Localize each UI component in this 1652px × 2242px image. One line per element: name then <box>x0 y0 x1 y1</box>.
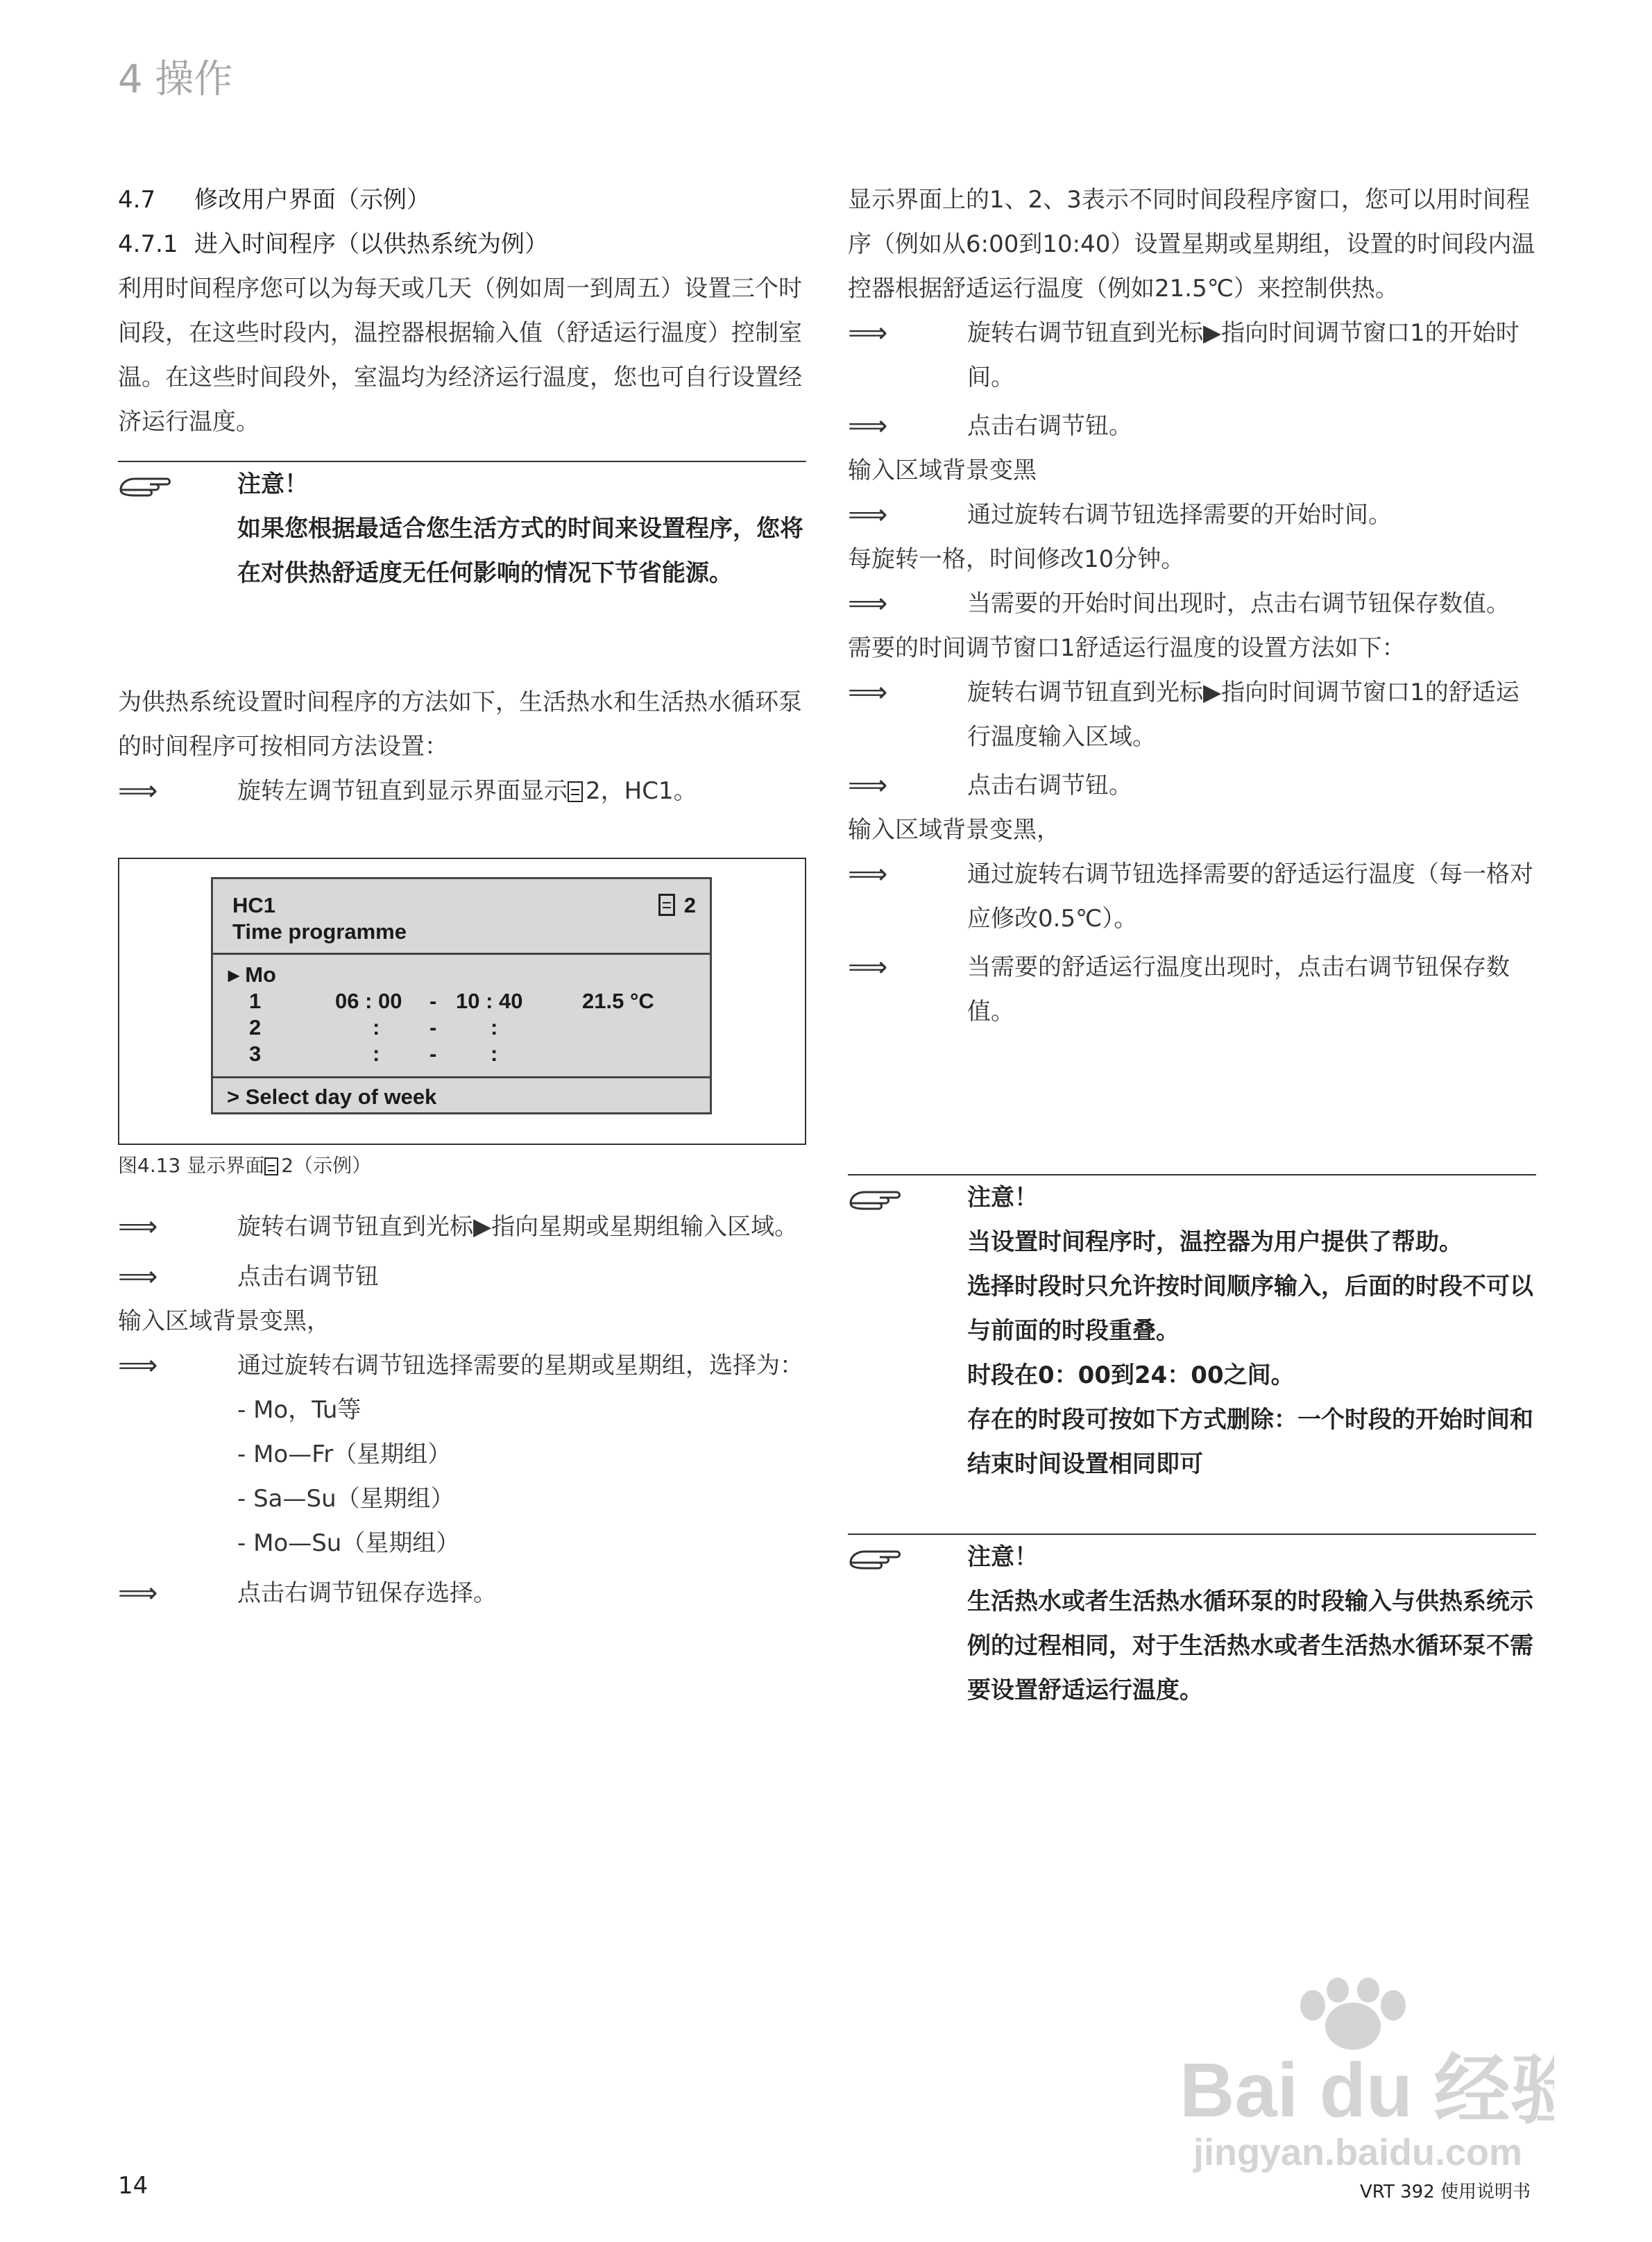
step-row <box>848 493 1536 537</box>
step-arrow-icon: ⟹ <box>848 951 888 983</box>
document-title: VRT 392 使用说明书 <box>1360 2182 1531 2202</box>
step-row <box>118 1343 806 1388</box>
pointing-hand-icon <box>848 1535 967 1713</box>
note-line: 时段在0：00到24：00之间。 <box>967 1361 1295 1389</box>
lcd-row-end: 10 : 40 <box>456 989 523 1013</box>
step-row <box>848 404 1536 448</box>
lcd-screen-number <box>658 893 696 918</box>
caption-text-suffix: 2（示例） <box>281 1154 372 1177</box>
section-title: 修改用户界面（示例） <box>194 186 430 214</box>
chapter-header: 4 操作 <box>118 57 233 102</box>
step-arrow-icon: ⟹ <box>118 775 158 807</box>
step-row <box>848 852 1536 941</box>
step-row <box>848 581 1536 626</box>
option-item: - Mo—Fr（星期组） <box>237 1441 452 1468</box>
right-column <box>848 178 1536 1034</box>
info-line: 输入区域背景变黑， <box>118 1307 330 1335</box>
step-text: 旋转右调节钮直到光标▶指向星期或星期组输入区域。 <box>237 1213 799 1241</box>
step-row <box>118 1255 806 1299</box>
lcd-row-start: 06 : 00 <box>335 989 402 1013</box>
option-item: - Mo—Su（星期组） <box>237 1529 460 1557</box>
pointing-hand-icon <box>118 462 237 595</box>
option-item: - Mo，Tu等 <box>237 1396 361 1424</box>
left-column <box>118 178 806 444</box>
step-row <box>848 670 1536 759</box>
figure-caption <box>118 1152 371 1180</box>
intro-paragraph: 利用时间程序您可以为每天或几天（例如周一到周五）设置三个时间段，在这些时段内，温控器根据输入值（舒适运行温度）控制室温。在这些时间段外，室温均为经济运行温度，您也可自行设置经济运行温度。 <box>118 275 802 436</box>
lcd-row-number: 1 <box>249 989 262 1013</box>
step-arrow-icon: ⟹ <box>118 1350 158 1382</box>
pointing-hand-icon <box>848 1175 967 1486</box>
note-block <box>848 1175 1536 1486</box>
info-line: 每旋转一格，时间修改10分钟。 <box>848 545 1185 573</box>
info-line: 输入区域背景变黑， <box>848 816 1060 844</box>
note-title: 注意！ <box>967 1543 1038 1571</box>
caption-text: 图4.13 显示界面 <box>118 1154 265 1177</box>
step-row <box>118 1205 806 1249</box>
step-row <box>848 945 1536 1034</box>
section-heading-4-7-1 <box>118 222 806 266</box>
lcd-row-start: : <box>373 1042 380 1066</box>
note-block <box>118 462 806 595</box>
lcd-row-temp: 21.5 °C <box>582 989 654 1013</box>
watermark-url: jingyan.baidu.com <box>1193 2132 1523 2173</box>
section-heading-4-7 <box>118 178 806 222</box>
note-line: 存在的时段可按如下方式删除：一个时段的开始时间和结束时间设置相同即可 <box>967 1406 1533 1478</box>
step-row <box>848 311 1536 400</box>
watermark-brand: Bai du 经验 <box>1180 2048 1554 2133</box>
lcd-day-row <box>228 962 276 987</box>
figure-frame <box>118 858 806 1145</box>
page-number: 14 <box>118 2172 148 2200</box>
lcd-divider <box>213 1076 710 1078</box>
menu-icon <box>264 1157 278 1175</box>
section-number: 4.7.1 <box>118 230 178 258</box>
note-line: 当设置时间程序时，温控器为用户提供了帮助。 <box>967 1228 1463 1256</box>
paw-icon <box>1300 1978 1406 2050</box>
section-number: 4.7 <box>118 186 156 214</box>
lcd-footer: > Select day of week <box>227 1085 437 1109</box>
step-row <box>118 769 806 813</box>
step-text-suffix: 2，HC1。 <box>586 777 697 805</box>
step-arrow-icon: ⟹ <box>848 317 888 349</box>
menu-icon <box>658 894 675 916</box>
step-text: 点击右调节钮。 <box>967 772 1132 799</box>
step-arrow-icon: ⟹ <box>118 1577 158 1609</box>
step-text: 当需要的开始时间出现时，点击右调节钮保存数值。 <box>967 590 1510 618</box>
note-text: 生活热水或者生活热水循环泵的时段输入与供热系统示例的过程相同，对于生活热水或者生活热水循环泵不需要设置舒适运行温度。 <box>967 1588 1533 1704</box>
note-title: 注意！ <box>967 1184 1038 1212</box>
step-text: 通过旋转右调节钮选择需要的星期或星期组，选择为： <box>237 1352 803 1379</box>
lcd-screen-number-value: 2 <box>683 893 696 917</box>
step-text: 点击右调节钮保存选择。 <box>237 1579 497 1607</box>
step-text: 通过旋转右调节钮选择需要的舒适运行温度（每一格对应修改0.5℃）。 <box>967 860 1533 933</box>
option-item: - Sa—Su（星期组） <box>237 1485 454 1513</box>
lcd-row-dash: - <box>429 989 437 1013</box>
step-arrow-icon: ⟹ <box>118 1261 158 1293</box>
intro-paragraph: 显示界面上的1、2、3表示不同时间段程序窗口，您可以用时间程序（例如从6:00到10:40）设置星期或星期组，设置的时间段内温控器根据舒适运行温度（例如21.5℃）来控制供热。 <box>848 186 1535 303</box>
step-text: 旋转左调节钮直到显示界面显示 <box>237 777 568 805</box>
step-arrow-icon: ⟹ <box>848 499 888 531</box>
lcd-day: Mo <box>245 962 276 987</box>
note-block <box>848 1535 1536 1713</box>
section-title: 进入时间程序（以供热系统为例） <box>194 230 548 258</box>
step-arrow-icon: ⟹ <box>848 588 888 620</box>
step-arrow-icon: ⟹ <box>848 770 888 801</box>
method-block <box>118 680 806 813</box>
step-row <box>118 1571 806 1615</box>
watermark <box>1166 1978 1554 2186</box>
info-line: 输入区域背景变黑 <box>848 457 1037 484</box>
step-arrow-icon: ⟹ <box>848 677 888 708</box>
step-text: 旋转右调节钮直到光标▶指向时间调节窗口1的舒适运行温度输入区域。 <box>967 679 1519 751</box>
note-title: 注意！ <box>237 470 308 498</box>
step-text: 通过旋转右调节钮选择需要的开始时间。 <box>967 501 1392 529</box>
menu-icon <box>568 781 583 802</box>
note-line: 选择时段时只允许按时间顺序输入，后面的时段不可以与前面的时段重叠。 <box>967 1273 1533 1345</box>
step-text: 点击右调节钮 <box>237 1263 379 1291</box>
step-arrow-icon: ⟹ <box>848 410 888 442</box>
info-line: 需要的时间调节窗口1舒适运行温度的设置方法如下： <box>848 634 1406 662</box>
step-text: 旋转右调节钮直到光标▶指向时间调节窗口1的开始时间。 <box>967 319 1519 391</box>
cursor-icon: ▸ <box>228 962 239 987</box>
step-arrow-icon: ⟹ <box>848 858 888 890</box>
note-text: 如果您根据最适合您生活方式的时间来设置程序，您将在对供热舒适度无任何影响的情况下节省能源。 <box>237 515 803 587</box>
step-text: 当需要的舒适运行温度出现时，点击右调节钮保存数值。 <box>967 953 1510 1026</box>
lcd-display <box>211 877 712 1114</box>
lcd-title: Time programme <box>232 919 407 944</box>
lcd-row-end: : <box>491 1015 498 1039</box>
method-paragraph: 为供热系统设置时间程序的方法如下，生活热水和生活热水循环泵的时间程序可按相同方法设置： <box>118 688 802 761</box>
lcd-row-end: : <box>491 1042 498 1066</box>
lcd-row-dash: - <box>429 1042 437 1066</box>
left-steps <box>118 1205 806 1615</box>
step-row <box>848 763 1536 808</box>
lcd-circuit: HC1 <box>232 893 276 917</box>
lcd-row-number: 2 <box>249 1015 262 1039</box>
step-text: 点击右调节钮。 <box>967 412 1132 440</box>
lcd-row-dash: - <box>429 1015 437 1039</box>
lcd-row-start: : <box>373 1015 380 1039</box>
step-arrow-icon: ⟹ <box>118 1211 158 1243</box>
lcd-row-number: 3 <box>249 1042 262 1066</box>
lcd-divider <box>213 953 710 955</box>
